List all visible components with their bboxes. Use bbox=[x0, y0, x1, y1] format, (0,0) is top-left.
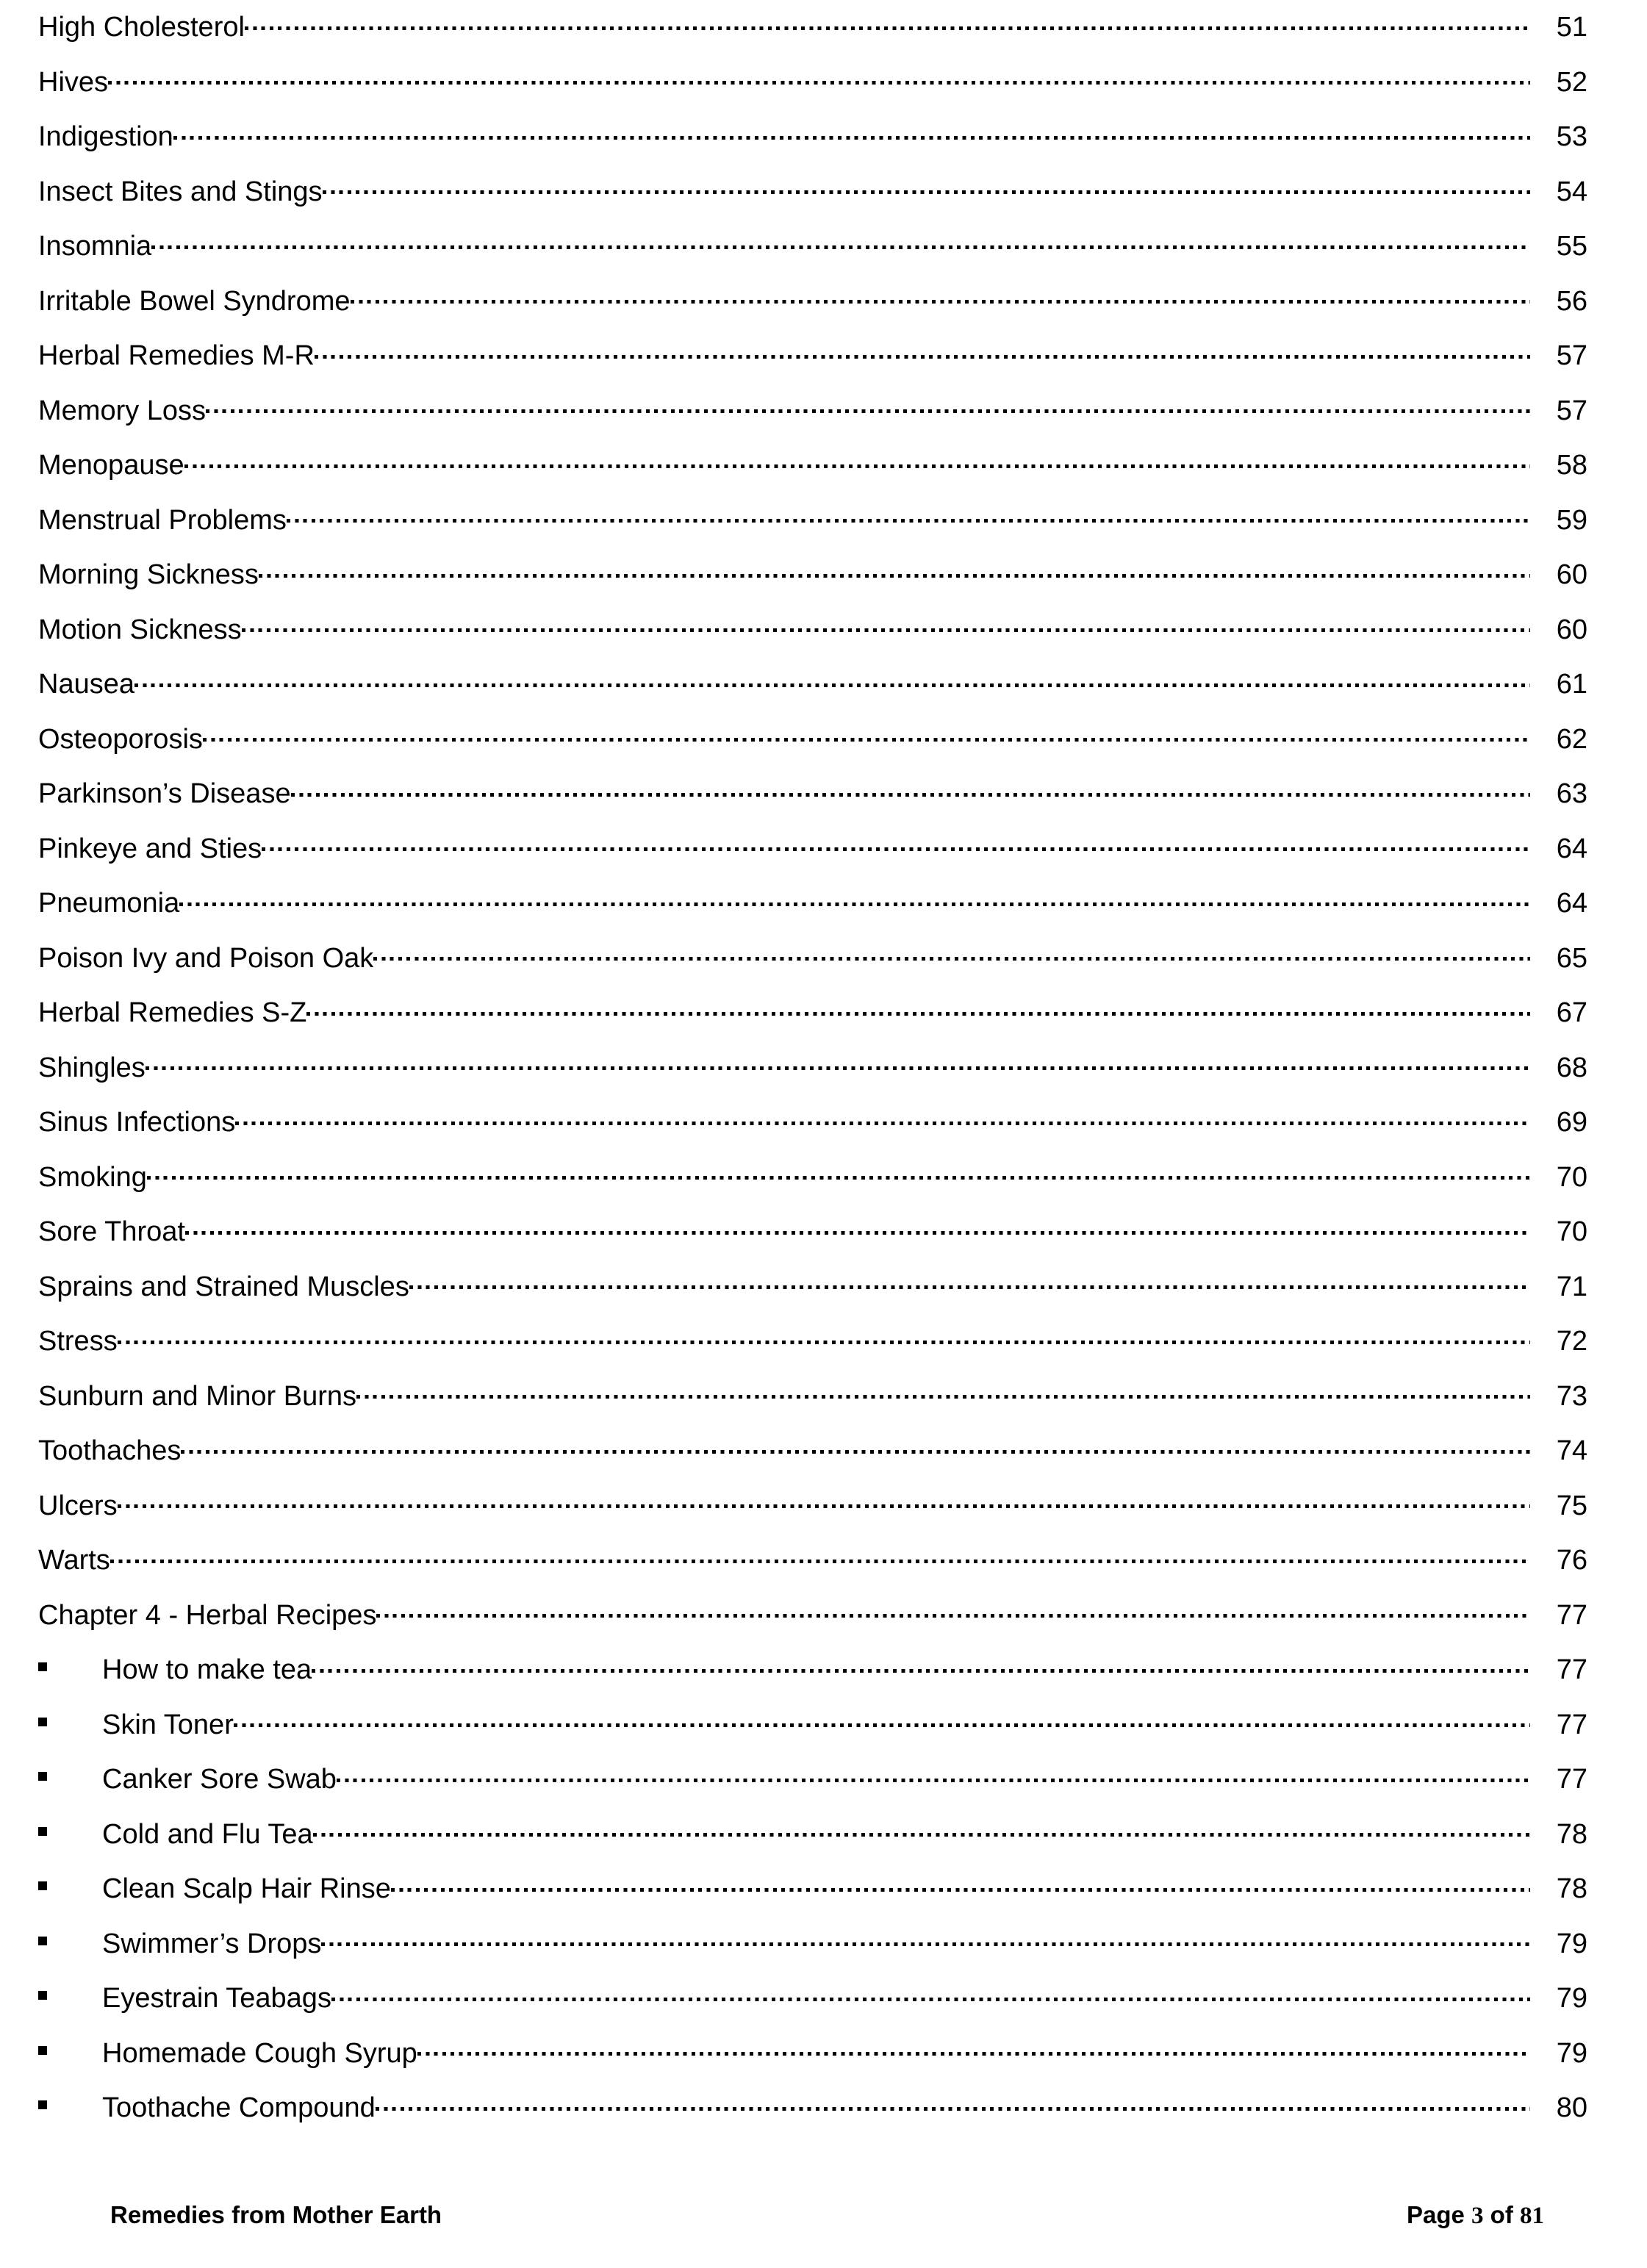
toc-entry[interactable] bbox=[38, 1150, 1587, 1205]
toc-entry[interactable] bbox=[38, 1752, 1587, 1807]
toc-entry-label: Insect Bites and Stings bbox=[38, 176, 323, 207]
toc-entry-label: Herbal Remedies S-Z bbox=[38, 997, 307, 1028]
footer-total-pages: 81 bbox=[1520, 2203, 1544, 2229]
table-of-contents bbox=[38, 0, 1587, 2136]
toc-entry[interactable] bbox=[38, 986, 1587, 1041]
toc-entry-page-number: 79 bbox=[1556, 1983, 1587, 2014]
toc-entry[interactable] bbox=[38, 493, 1587, 548]
toc-entry-page-number: 68 bbox=[1556, 1052, 1587, 1083]
dot-leader bbox=[321, 1925, 1530, 1953]
toc-entry-page-number: 55 bbox=[1556, 231, 1587, 262]
dot-leader bbox=[409, 1268, 1530, 1296]
toc-entry-page-number: 56 bbox=[1556, 285, 1587, 317]
toc-entry-label: Cold and Flu Tea bbox=[102, 1818, 313, 1850]
toc-entry-page-number: 77 bbox=[1556, 1654, 1587, 1685]
dot-leader bbox=[312, 1651, 1530, 1679]
toc-entry[interactable] bbox=[38, 1807, 1587, 1862]
toc-entry-label: Parkinson’s Disease bbox=[38, 778, 291, 809]
toc-entry-page-number: 73 bbox=[1556, 1380, 1587, 1412]
toc-entry-page-number: 77 bbox=[1556, 1764, 1587, 1795]
dot-leader bbox=[337, 1760, 1530, 1788]
dot-leader bbox=[376, 1596, 1530, 1624]
toc-entry-label: Menopause bbox=[38, 450, 184, 481]
footer-page-middle: of bbox=[1483, 2201, 1520, 2228]
dot-leader bbox=[184, 446, 1530, 474]
toc-entry-page-number: 57 bbox=[1556, 340, 1587, 371]
toc-entry-label: Eyestrain Teabags bbox=[102, 1983, 331, 2014]
toc-entry-label: Canker Sore Swab bbox=[102, 1764, 337, 1795]
toc-entry[interactable] bbox=[38, 274, 1587, 329]
toc-entry[interactable] bbox=[38, 1698, 1587, 1753]
toc-entry[interactable] bbox=[38, 110, 1587, 165]
bullet-square-icon bbox=[38, 1881, 47, 1890]
toc-entry-label: Homemade Cough Syrup bbox=[102, 2037, 417, 2069]
dot-leader bbox=[356, 1377, 1530, 1405]
dot-leader bbox=[118, 1322, 1530, 1350]
toc-entry[interactable] bbox=[38, 1588, 1587, 1643]
footer-document-title: Remedies from Mother Earth bbox=[110, 2201, 442, 2228]
toc-entry-page-number: 64 bbox=[1556, 888, 1587, 919]
toc-entry[interactable] bbox=[38, 712, 1587, 767]
toc-entry-label: Poison Ivy and Poison Oak bbox=[38, 942, 374, 974]
toc-entry[interactable] bbox=[38, 1533, 1587, 1588]
toc-entry[interactable] bbox=[38, 548, 1587, 603]
bullet-square-icon bbox=[38, 1718, 47, 1726]
toc-entry[interactable] bbox=[38, 822, 1587, 877]
dot-leader bbox=[245, 8, 1530, 36]
toc-entry-label: Memory Loss bbox=[38, 395, 207, 426]
toc-entry-page-number: 78 bbox=[1556, 1818, 1587, 1850]
dot-leader bbox=[146, 1049, 1530, 1077]
toc-entry-page-number: 59 bbox=[1556, 504, 1587, 536]
toc-entry[interactable] bbox=[38, 1643, 1587, 1698]
toc-entry-label: Sinus Infections bbox=[38, 1107, 236, 1138]
toc-entry-label: Motion Sickness bbox=[38, 614, 242, 645]
toc-entry-label: Menstrual Problems bbox=[38, 504, 287, 536]
toc-entry-page-number: 57 bbox=[1556, 395, 1587, 426]
dot-leader bbox=[173, 118, 1530, 146]
toc-entry-page-number: 53 bbox=[1556, 121, 1587, 152]
toc-entry-page-number: 60 bbox=[1556, 559, 1587, 590]
toc-entry-label: Swimmer’s Drops bbox=[102, 1928, 322, 1959]
toc-entry-label: Pinkeye and Sties bbox=[38, 833, 262, 864]
toc-entry-label: How to make tea bbox=[102, 1654, 312, 1685]
toc-entry-label: Clean Scalp Hair Rinse bbox=[102, 1873, 391, 1904]
dot-leader bbox=[376, 2089, 1530, 2117]
dot-leader bbox=[147, 1158, 1530, 1186]
toc-entry-page-number: 67 bbox=[1556, 997, 1587, 1028]
dot-leader bbox=[315, 337, 1530, 365]
toc-entry[interactable] bbox=[38, 1205, 1587, 1260]
toc-entry-page-number: 77 bbox=[1556, 1709, 1587, 1740]
toc-entry[interactable] bbox=[38, 767, 1587, 822]
toc-entry[interactable] bbox=[38, 1479, 1587, 1534]
bullet-square-icon bbox=[38, 1662, 47, 1671]
toc-entry[interactable] bbox=[38, 55, 1587, 110]
toc-entry-page-number: 70 bbox=[1556, 1161, 1587, 1193]
toc-entry[interactable] bbox=[38, 931, 1587, 986]
toc-entry[interactable] bbox=[38, 876, 1587, 931]
toc-entry-page-number: 70 bbox=[1556, 1216, 1587, 1247]
toc-entry-page-number: 58 bbox=[1556, 450, 1587, 481]
toc-entry-label: Indigestion bbox=[38, 121, 173, 152]
toc-entry-page-number: 76 bbox=[1556, 1545, 1587, 1576]
toc-entry[interactable] bbox=[38, 603, 1587, 658]
dot-leader bbox=[134, 665, 1530, 693]
toc-entry-label: Skin Toner bbox=[102, 1709, 234, 1740]
toc-entry[interactable] bbox=[38, 1971, 1587, 2026]
dot-leader bbox=[203, 720, 1530, 748]
toc-entry-page-number: 52 bbox=[1556, 66, 1587, 98]
toc-entry-page-number: 64 bbox=[1556, 833, 1587, 864]
toc-entry-label: Stress bbox=[38, 1326, 118, 1357]
toc-entry-page-number: 78 bbox=[1556, 1873, 1587, 1904]
toc-entry[interactable] bbox=[38, 0, 1587, 55]
dot-leader bbox=[151, 227, 1530, 255]
dot-leader bbox=[306, 994, 1530, 1022]
toc-entry-label: Morning Sickness bbox=[38, 559, 259, 590]
dot-leader bbox=[262, 830, 1530, 858]
dot-leader bbox=[351, 282, 1530, 310]
footer-page-indicator bbox=[1407, 2201, 1544, 2230]
toc-entry-label: Insomnia bbox=[38, 231, 152, 262]
toc-entry[interactable] bbox=[38, 1260, 1587, 1315]
bullet-square-icon bbox=[38, 1827, 47, 1836]
page-footer bbox=[110, 2201, 1544, 2230]
toc-entry-page-number: 69 bbox=[1556, 1107, 1587, 1138]
toc-entry-label: Sprains and Strained Muscles bbox=[38, 1271, 409, 1302]
dot-leader bbox=[287, 501, 1530, 529]
dot-leader bbox=[181, 1432, 1530, 1460]
bullet-square-icon bbox=[38, 1991, 47, 2000]
toc-entry[interactable] bbox=[38, 219, 1587, 274]
toc-entry-label: Sore Throat bbox=[38, 1216, 185, 1247]
dot-leader bbox=[291, 775, 1530, 803]
toc-entry-label: Ulcers bbox=[38, 1490, 118, 1521]
dot-leader bbox=[259, 556, 1530, 584]
toc-entry[interactable] bbox=[38, 384, 1587, 439]
dot-leader bbox=[118, 1487, 1530, 1515]
dot-leader bbox=[313, 1815, 1530, 1843]
toc-entry[interactable] bbox=[38, 2081, 1587, 2136]
toc-entry-label: Osteoporosis bbox=[38, 723, 203, 755]
dot-leader bbox=[185, 1213, 1530, 1241]
dot-leader bbox=[235, 1103, 1530, 1131]
toc-entry[interactable] bbox=[38, 657, 1587, 712]
toc-entry-page-number: 63 bbox=[1556, 778, 1587, 809]
bullet-square-icon bbox=[38, 2100, 47, 2109]
dot-leader bbox=[391, 1870, 1530, 1898]
toc-entry[interactable] bbox=[38, 438, 1587, 493]
toc-entry[interactable] bbox=[38, 1314, 1587, 1369]
toc-entry-label: Warts bbox=[38, 1545, 110, 1576]
toc-entry[interactable] bbox=[38, 329, 1587, 384]
bullet-square-icon bbox=[38, 1937, 47, 1945]
dot-leader bbox=[417, 2034, 1530, 2062]
dot-leader bbox=[323, 173, 1530, 201]
toc-entry-label: High Cholesterol bbox=[38, 12, 245, 43]
toc-entry-page-number: 60 bbox=[1556, 614, 1587, 645]
toc-entry[interactable] bbox=[38, 1095, 1587, 1150]
dot-leader bbox=[373, 939, 1530, 967]
toc-entry-page-number: 79 bbox=[1556, 1928, 1587, 1959]
toc-entry[interactable] bbox=[38, 1369, 1587, 1424]
toc-entry[interactable] bbox=[38, 2026, 1587, 2081]
footer-page-prefix: Page bbox=[1406, 2201, 1472, 2228]
dot-leader bbox=[108, 63, 1530, 91]
dot-leader bbox=[110, 1541, 1530, 1569]
toc-entry-label: Shingles bbox=[38, 1052, 146, 1083]
dot-leader bbox=[179, 884, 1530, 912]
toc-entry-label: Toothaches bbox=[38, 1435, 182, 1466]
toc-entry-label: Smoking bbox=[38, 1161, 147, 1193]
toc-entry-label: Irritable Bowel Syndrome bbox=[38, 285, 351, 317]
toc-entry-page-number: 77 bbox=[1556, 1599, 1587, 1631]
dot-leader bbox=[331, 1979, 1530, 2007]
toc-entry-label: Nausea bbox=[38, 669, 134, 700]
toc-entry-page-number: 75 bbox=[1556, 1490, 1587, 1521]
dot-leader bbox=[234, 1706, 1530, 1734]
toc-entry[interactable] bbox=[38, 1862, 1587, 1917]
toc-entry-page-number: 51 bbox=[1556, 12, 1587, 43]
toc-entry-label: Pneumonia bbox=[38, 888, 180, 919]
toc-entry[interactable] bbox=[38, 1041, 1587, 1096]
toc-entry-label: Hives bbox=[38, 66, 109, 98]
bullet-square-icon bbox=[38, 1772, 47, 1781]
toc-entry-label: Chapter 4 - Herbal Recipes bbox=[38, 1599, 377, 1631]
toc-entry[interactable] bbox=[38, 1424, 1587, 1479]
toc-entry-page-number: 80 bbox=[1556, 2092, 1587, 2123]
toc-entry-page-number: 62 bbox=[1556, 723, 1587, 755]
toc-entry[interactable] bbox=[38, 1917, 1587, 1972]
toc-entry-label: Sunburn and Minor Burns bbox=[38, 1380, 357, 1412]
dot-leader bbox=[206, 392, 1530, 420]
dot-leader bbox=[242, 611, 1530, 639]
toc-entry-page-number: 54 bbox=[1556, 176, 1587, 207]
footer-current-page: 3 bbox=[1471, 2203, 1484, 2229]
toc-entry-label: Herbal Remedies M-R bbox=[38, 340, 315, 371]
toc-entry[interactable] bbox=[38, 165, 1587, 220]
toc-entry-page-number: 72 bbox=[1556, 1326, 1587, 1357]
toc-entry-label: Toothache Compound bbox=[102, 2092, 376, 2123]
toc-entry-page-number: 71 bbox=[1556, 1271, 1587, 1302]
bullet-square-icon bbox=[38, 2046, 47, 2055]
toc-entry-page-number: 79 bbox=[1556, 2037, 1587, 2069]
toc-entry-page-number: 61 bbox=[1556, 669, 1587, 700]
toc-entry-page-number: 74 bbox=[1556, 1435, 1587, 1466]
toc-entry-page-number: 65 bbox=[1556, 942, 1587, 974]
